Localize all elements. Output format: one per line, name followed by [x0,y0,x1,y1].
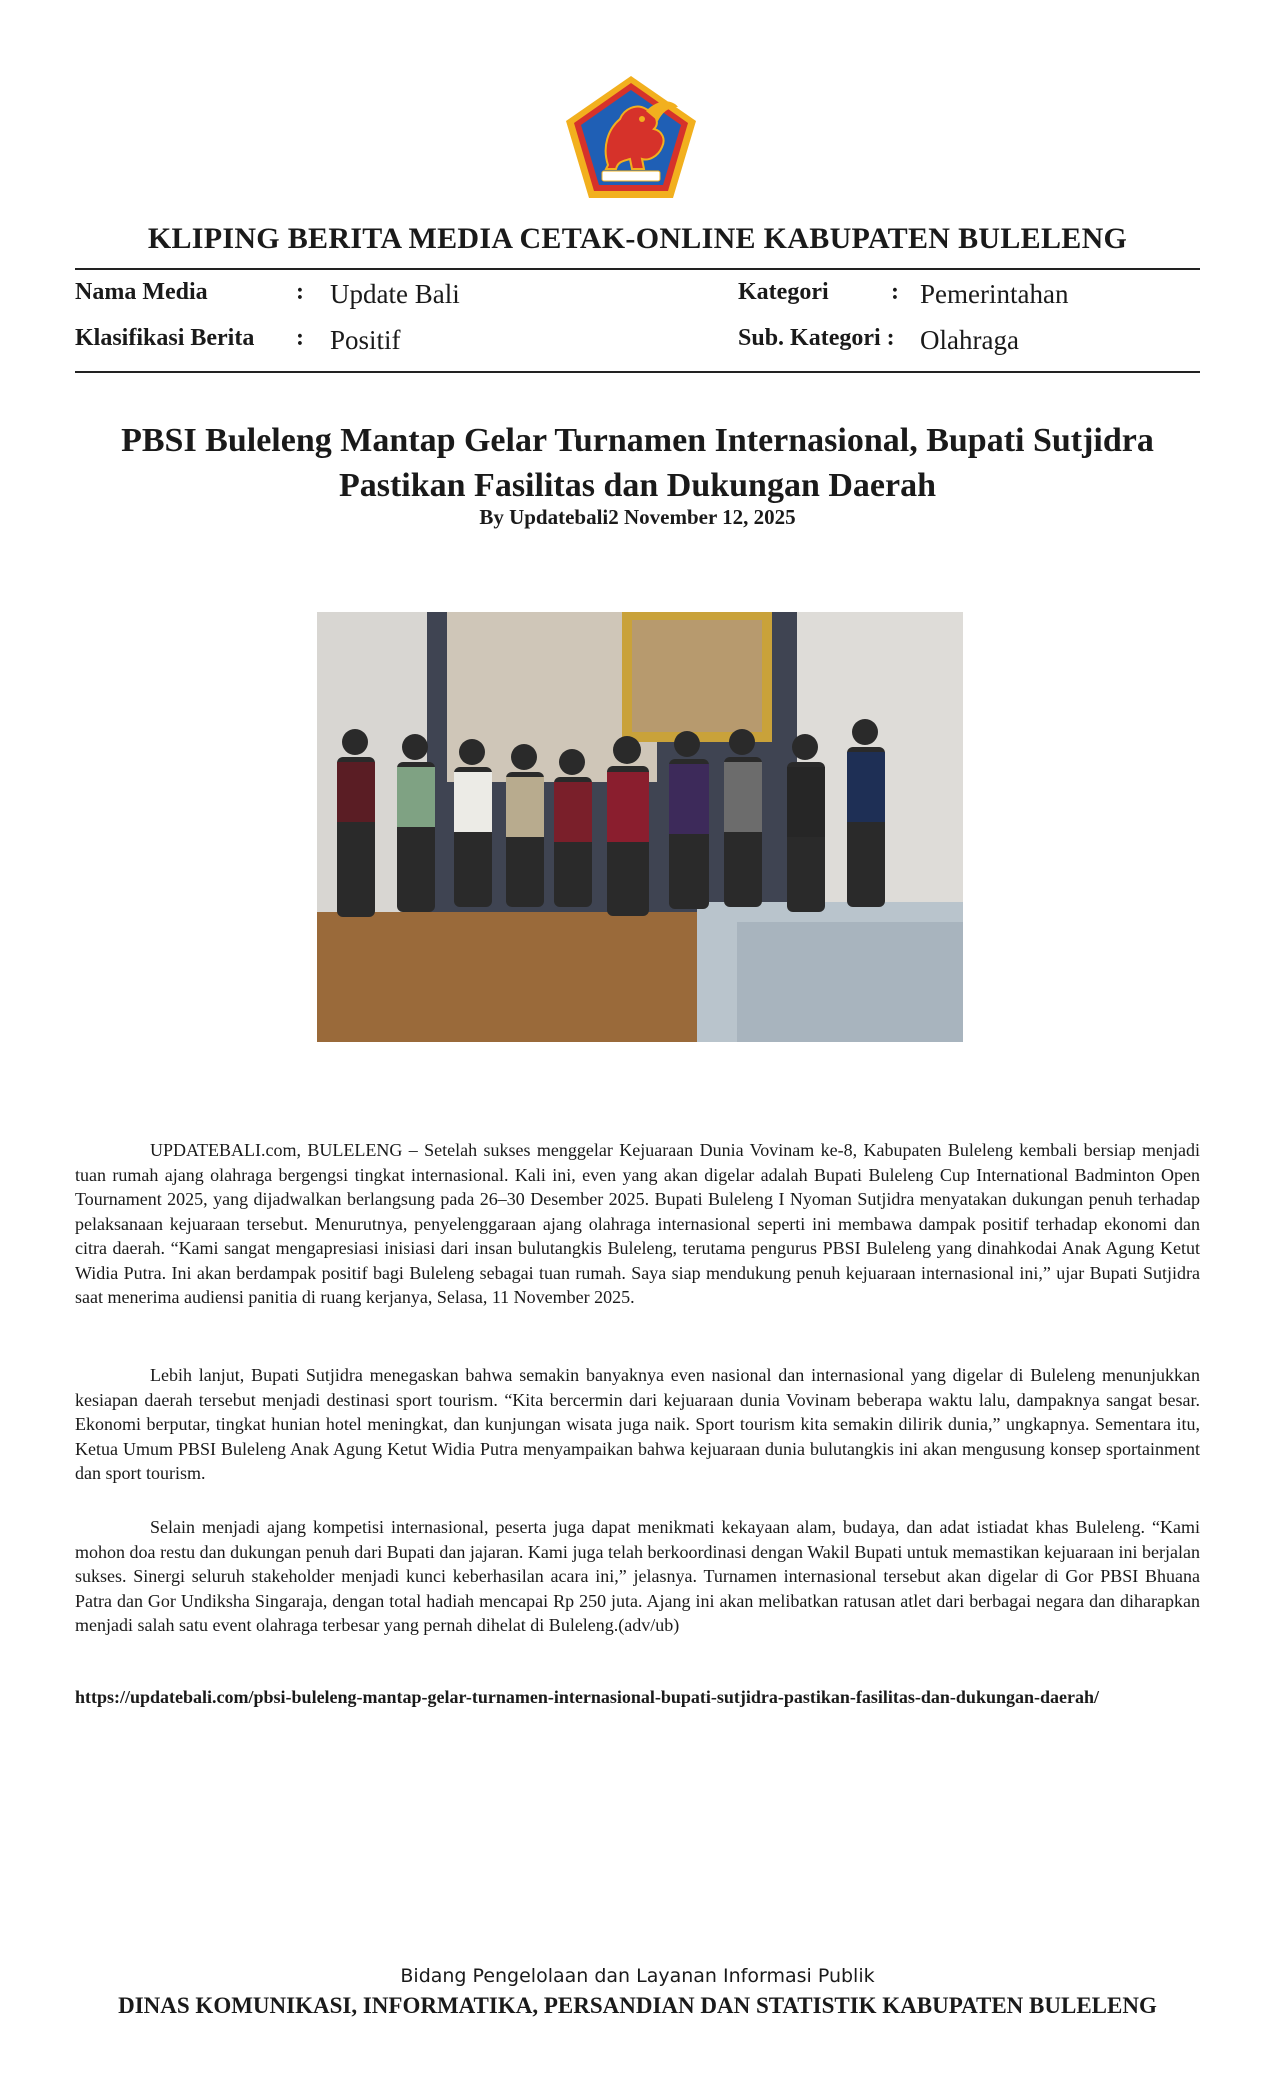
sub-kategori-label: Sub. Kategori : [738,325,895,351]
kategori-colon: : [891,279,899,305]
article-paragraph-2: Lebih lanjut, Bupati Sutjidra menegaskan bahwa semakin banyaknya even nasional dan internasional yang digelar di Buleleng menunjukkan kesiapan daerah tersebut menjadi destinasi sport tourism. “Kita bercermin dari kejuaraan dunia Vovinam beberapa waktu lalu, dampaknya sangat besar. Ekonomi berputar, tingkat hunian hotel meningkat, dan kunjungan wisata juga naik. Sport tourism kita semakin dilirik dunia,” ungkapnya. Sementara itu, Ketua Umum PBSI Buleleng Anak Agung Ketut Widia Putra menyampaikan bahwa kejuaraan dunia bulutangkis ini akan mengusung konsep sportainment dan sport tourism. [75,1365,1200,1483]
nama-media-value: Update Bali [330,279,460,309]
article-paragraph-1: UPDATEBALI.com, BULELENG – Setelah sukses menggelar Kejuaraan Dunia Vovinam ke-8, Kabupaten Buleleng kembali bersiap menjadi tuan rumah ajang olahraga bergengsi tingkat internasional. Kali ini, even yang akan digelar adalah Bupati Buleleng Cup International Badminton Open Tournament 2025, yang dijadwalkan berlangsung pada 26–30 Desember 2025. Bupati Buleleng I Nyoman Sutjidra menyatakan dukungan penuh terhadap pelaksanaan kejuaraan tersebut. Menurutnya, penyelenggaraan ajang olahraga internasional seperti ini membawa dampak positif terhadap ekonomi dan citra daerah. “Kami sangat mengapresiasi inisiasi dari insan bulutangkis Buleleng, terutama pengurus PBSI Buleleng yang dinahkodai Anak Agung Ketut Widia Putra. Ini akan berdampak positif bagi Buleleng sebagai tuan rumah. Saya siap mendukung penuh kejuaraan internasional ini,” ujar Bupati Sutjidra saat menerima audiensi panitia di ruang kerjanya, Selasa, 11 November 2025. [75,1140,1200,1307]
nama-media-colon: : [296,279,304,305]
footer-department: Bidang Pengelolaan dan Layanan Informasi Publik [400,1965,875,1987]
divider-bottom [75,371,1200,373]
article-paragraph-3: Selain menjadi ajang kompetisi internasional, peserta juga dapat menikmati kekayaan alam, budaya, dan adat istiadat khas Buleleng. “Kami mohon doa restu dan dukungan penuh dari Bupati dan jajaran. Kami juga telah berkoordinasi dengan Wakil Bupati untuk memastikan kejuaraan ini berjalan sukses. Sinergi seluruh stakeholder menjadi kunci keberhasilan acara ini,” jelasnya. Turnamen internasional tersebut akan digelar di Gor PBSI Bhuana Patra dan Gor Undiksha Singaraja, dengan total hadiah mencapai Rp 250 juta. Ajang ini akan melibatkan ratusan atlet dari berbagai negara dan diharapkan menjadi salah satu event olahraga terbesar yang pernah dihelat di Buleleng.(adv/ub) [75,1517,1200,1635]
divider-top [75,268,1200,270]
source-link[interactable]: https://updatebali.com/pbsi-buleleng-mantap-gelar-turnamen-internasional-bupati-sutjidra-pastikan-fasilitas-dan-dukungan-daerah/ [75,1687,1099,1707]
page-title: KLIPING BERITA MEDIA CETAK-ONLINE KABUPATEN BULELENG [147,222,1128,255]
article-byline: By Updatebali2 November 12, 2025 [479,505,796,529]
klasifikasi-colon: : [296,325,304,351]
klasifikasi-value: Positif [330,325,401,355]
footer-agency: DINAS KOMUNIKASI, INFORMATIKA, PERSANDIAN DAN STATISTIK KABUPATEN BULELENG [118,1993,1157,2018]
buleleng-regency-emblem-icon [562,73,700,201]
article-photo [317,612,963,1042]
kategori-label: Kategori [738,279,829,305]
kategori-value: Pemerintahan [920,279,1069,309]
klasifikasi-label: Klasifikasi Berita [75,325,255,351]
article-title: PBSI Buleleng Mantap Gelar Turnamen Internasional, Bupati Sutjidra Pastikan Fasilitas dan Dukungan Daerah [121,422,1154,504]
sub-kategori-value: Olahraga [920,325,1019,355]
nama-media-label: Nama Media [75,279,208,305]
